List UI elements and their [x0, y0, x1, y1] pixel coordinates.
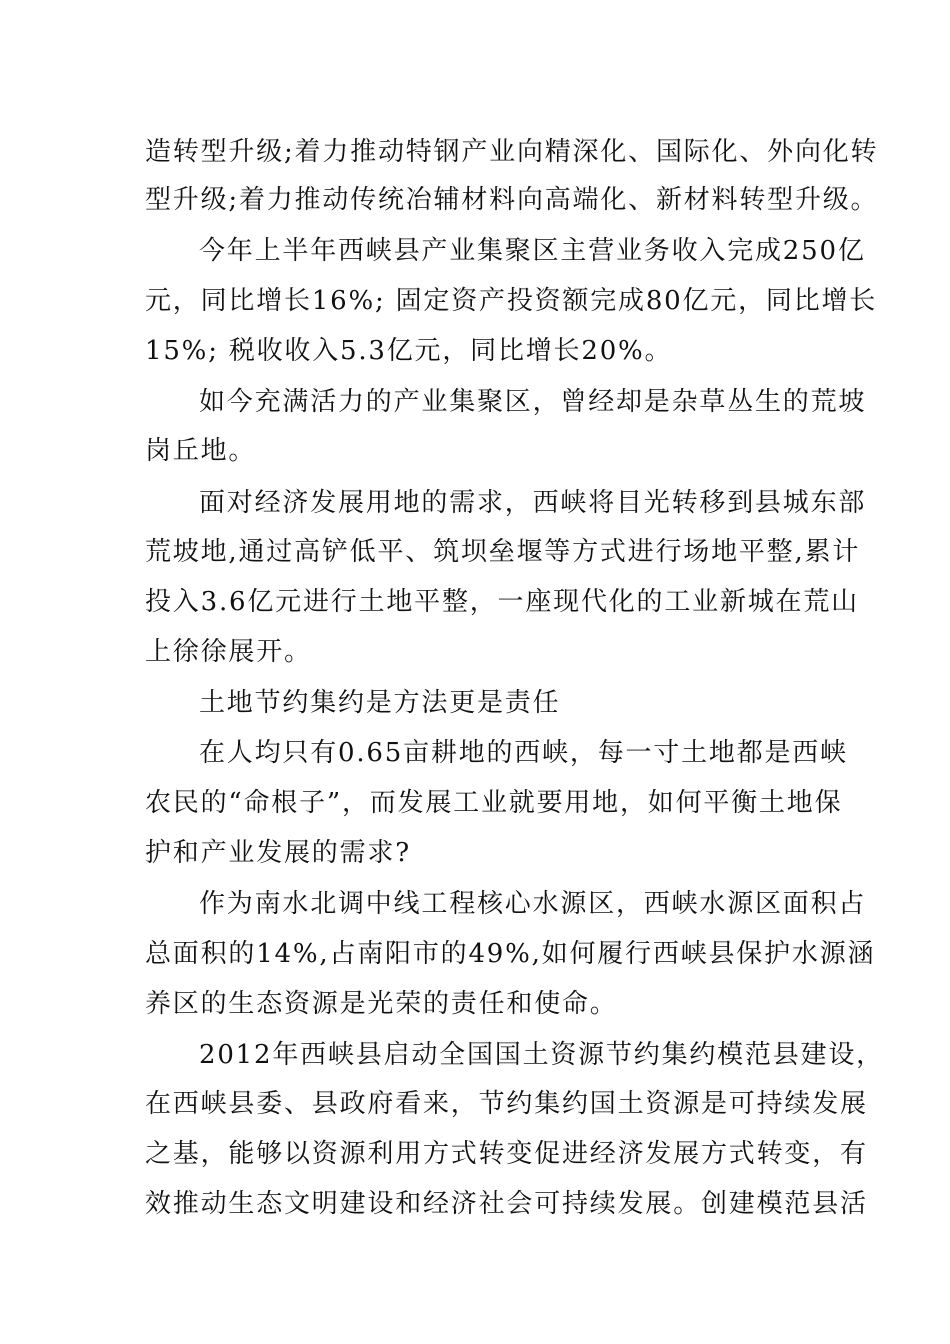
- paragraph-start-line: 作为南水北调中线工程核心水源区，西峡水源区面积占: [199, 889, 867, 919]
- paragraph-start-line: 面对经济发展用地的需求，西峡将目光转移到县城东部: [199, 488, 867, 518]
- paragraph-start-line: 在人均只有0.65亩耕地的西峡，每一寸土地都是西峡: [199, 738, 848, 768]
- text-line: 型升级;着力推动传统冶辅材料向高端化、新材料转型升级。: [145, 185, 879, 215]
- text-line: 岗丘地。: [145, 436, 257, 466]
- text-line: 投入3.6亿元进行土地平整，一座现代化的工业新城在荒山: [145, 587, 859, 617]
- text-line: 15%; 税收收入5.3亿元，同比增长20%。: [145, 336, 673, 366]
- text-line: 效推动生态文明建设和经济社会可持续发展。创建模范县活: [145, 1189, 868, 1219]
- paragraph-start-line: 今年上半年西峡县产业集聚区主营业务收入完成250亿: [199, 236, 866, 266]
- text-line: 之基，能够以资源利用方式转变促进经济发展方式转变，有: [145, 1139, 868, 1169]
- text-line: 在西峡县委、县政府看来，节约集约国土资源是可持续发展: [145, 1089, 868, 1119]
- text-line: 荒坡地,通过高铲低平、筑坝垒堰等方式进行场地平整,累计: [145, 537, 861, 567]
- text-line: 养区的生态资源是光荣的责任和使命。: [145, 989, 618, 1019]
- paragraph-start-line: 2012年西峡县启动全国国土资源节约集约模范县建设，: [199, 1040, 884, 1070]
- text-line: 总面积的14%,占南阳市的49%,如何履行西峡县保护水源涵: [145, 939, 876, 969]
- paragraph-start-line: 如今充满活力的产业集聚区，曾经却是杂草丛生的荒坡: [199, 387, 867, 417]
- text-line: 造转型升级;着力推动特钢产业向精深化、国际化、外向化转: [145, 137, 879, 167]
- text-line: 元，同比增长16%; 固定资产投资额完成80亿元，同比增长: [145, 286, 878, 316]
- text-line: 上徐徐展开。: [145, 637, 312, 667]
- text-line: 农民的“命根子”，而发展工业就要用地，如何平衡土地保: [145, 788, 843, 818]
- text-line: 护和产业发展的需求?: [145, 838, 411, 868]
- section-heading: 土地节约集约是方法更是责任: [199, 688, 561, 718]
